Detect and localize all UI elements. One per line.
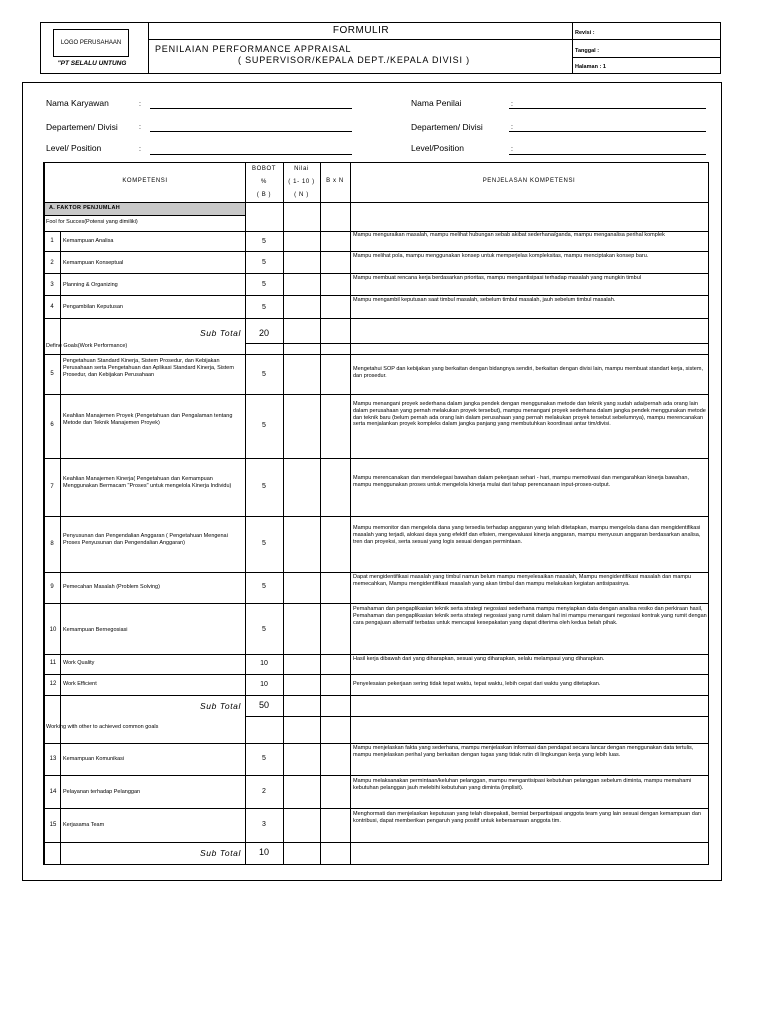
kompetensi-header: KOMPETENSI: [122, 178, 168, 184]
row-line: [44, 251, 709, 252]
competency-name: Keahlian Manajemen Proyek (Pengetahuan dan Pengalaman tentang Metode dan Teknik Manajemen Proyek): [63, 413, 233, 426]
competency-description: Mampu melaksanakan permintaan/keluhan pelanggan, mampu mengantisipasi kebutuhan pelanggan sebelum diminta, mampu memahami kebutuhan pelanggan jauh melebihi kebutuhan yang diminta (implisit).: [353, 778, 692, 791]
row-number: 3: [50, 282, 54, 288]
bobot-value: 5: [262, 540, 266, 547]
competency-description: Mampu menjelaskan fakta yang sederhana, mampu menjelaskan informasi dan pendapat secara lancar dengan menggunakan data tertulis, mampu menjelaskan perihal yang berkaitan dengan tugas yang tidak rutin di lingkungan kerja yang lebih luas.: [353, 745, 694, 758]
row-number: 5: [50, 371, 54, 377]
competency-description: Mampu menguraikan masalah, mampu melihat hubungan sebab akibat sederhana/ganda, mampu menganalisa perihal komplek: [353, 232, 665, 238]
competency-description: Mampu melihat pola, mampu menggunakan konsep untuk memperjelas kompleksitas, mampu menciptakan konsep baru.: [353, 253, 649, 259]
bobot-value: 5: [262, 371, 266, 378]
competency-description: Mampu membuat rencana kerja berdasarkan prioritas, mampu mengantisipasi terhadap masalah yang mungkin timbul: [353, 275, 641, 281]
row-number: 4: [50, 304, 54, 310]
group-work-performance: Define Goals(Work Performance): [46, 343, 128, 349]
row-number: 6: [50, 422, 54, 428]
row-number: 12: [49, 681, 57, 687]
header-divider-meta2: [572, 57, 721, 58]
row-line: [44, 743, 709, 744]
competency-name: Pengetahuan Standard Kinerja, Sistem Prosedur, dan Kebijakan Perusahaan serta Pengetahuan dan Aplikasi Standard Kinerja, Sistem Prosedur, dan Kebijakan Perusahaan: [63, 358, 234, 378]
colon: :: [139, 146, 141, 153]
form-type: FORMULIR: [332, 25, 390, 36]
competency-description: Mampu memonitor dan mengelola dana yang tersedia terhadap anggaran yang telah ditetapkan, mampu mengelola dana dan mengidentifikasi masalah yang terjadi, alokasi daya yang efektif dan efisien, mengevaluasi kinerja anggaran, mampu menyusun anggaran berdasarkan analisa, tren dan proyeksi, serta sesuai yang logis sesuai dengan permintaan.: [353, 525, 701, 545]
competency-name: Kemampuan Komunikasi: [63, 756, 125, 762]
bobot-value: 5: [262, 422, 266, 429]
row-number: 7: [50, 484, 54, 490]
logo-text: LOGO PERUSAHAAN: [60, 40, 122, 46]
subtotal-value: 50: [258, 700, 269, 710]
subtotal-label: Sub Total: [200, 848, 242, 858]
penjelasan-header: PENJELASAN KOMPETENSI: [482, 178, 576, 184]
row-line: [44, 458, 709, 459]
competency-name: Work Quality: [63, 660, 95, 666]
halaman-label: Halaman : 1: [575, 64, 606, 70]
group-working-with-others: Working with other to achieved common goals: [46, 724, 159, 730]
row-line: [44, 394, 709, 395]
competency-name: Pengambilan Keputusan: [63, 304, 123, 310]
col-line: [320, 162, 321, 865]
nama-penilai-label: Nama Penilai: [411, 98, 462, 108]
competency-name: Planning & Organizing: [63, 282, 118, 288]
level-left-field[interactable]: [150, 154, 352, 155]
row-line: [44, 695, 709, 696]
row-line: [44, 318, 709, 319]
bobot-value: 5: [262, 755, 266, 762]
competency-name: Kemampuan Bernegosiasi: [63, 627, 128, 633]
header-divider-meta1: [572, 39, 721, 40]
revisi-label: Revisi :: [575, 30, 595, 36]
colon: :: [139, 124, 141, 131]
departemen-right-field[interactable]: [509, 131, 706, 132]
row-line: [44, 603, 709, 604]
bobot-value: 10: [260, 681, 268, 688]
row-line: [44, 273, 709, 274]
nilai-header-range: ( 1- 10 ): [288, 179, 315, 185]
row-line: [44, 354, 709, 355]
nilai-header-symbol: ( N ): [294, 192, 309, 198]
bobot-value: 3: [262, 821, 266, 828]
competency-name: Pelayanan terhadap Pelanggan: [63, 789, 141, 795]
nama-penilai-field[interactable]: [509, 108, 706, 109]
competency-description: Mampu menangani proyek sederhana dalam jangka pendek dengan menggunakan metode dan teknik yang sudah ada/pernah ada orang lain dalam perusahaan yang pernah melakukan proyek tersebut), mampu menangani proyek sederhana dalam jangka pendek menggunakan metode dan teknik baru (belum pernah ada orang lain dalam perusahaan yang pernah melakukan proyek tersebut sebelumnya), mampu merencanakan serta menjalankan proyek kompleks dalam jangka panjang yang membutuhkan koordinasi antar tim/divisi.: [353, 401, 706, 428]
col-line: [350, 162, 351, 865]
bobot-value: 5: [262, 304, 266, 311]
nama-karyawan-field[interactable]: [150, 108, 352, 109]
bobot-value: 5: [262, 626, 266, 633]
header-divider-formulir: [148, 39, 572, 40]
competency-name: Kemampuan Analisa: [63, 238, 114, 244]
row-number: 2: [50, 260, 54, 266]
departemen-left-label: Departemen/ Divisi: [46, 122, 118, 132]
row-line: [44, 808, 709, 809]
header-divider-left: [148, 22, 149, 74]
row-number: 1: [50, 238, 54, 244]
competency-description: Menghormati dan menjelaskan keputusan yang telah disepakati, berniat berpartisipasi anggota team yang lain sesuai dengan kemampuan dan kontribusi, dapat memberikan pengaruh yang positif untuk kebersamaan anggota tim.: [353, 811, 701, 824]
competency-description: Mengetahui SOP dan kebijakan yang berkaitan dengan bidangnya sendiri, berkaitan dengan divisi lain, mampu membuat standart kerja, sistem, dan prosedur.: [353, 366, 703, 379]
nilai-header: Nilai: [294, 166, 309, 172]
colon: :: [511, 124, 513, 131]
row-number: 14: [49, 789, 57, 795]
header-divider-right: [572, 22, 573, 74]
row-line: [44, 775, 709, 776]
subtotal-value: 20: [258, 328, 269, 338]
row-line: [44, 202, 709, 203]
colon: :: [511, 101, 513, 108]
subtotal-label: Sub Total: [200, 701, 242, 711]
tanggal-label: Tanggal :: [575, 48, 600, 54]
section-a-title: A. FAKTOR PENJUMLAH: [49, 205, 120, 211]
competency-name: Pemecahan Masalah (Problem Solving): [63, 584, 160, 590]
level-right-field[interactable]: [509, 154, 706, 155]
subtotal-label: Sub Total: [200, 328, 242, 338]
col-line: [60, 231, 61, 865]
row-line: [44, 215, 245, 216]
departemen-left-field[interactable]: [150, 131, 352, 132]
form-subtitle: ( SUPERVISOR/KEPALA DEPT./KEPALA DIVISI ): [238, 55, 470, 65]
bobot-value: 5: [262, 483, 266, 490]
competency-description: Hasil kerja dibawah dari yang diharapkan, sesuai yang diharapkan, selalu melampaui yang diharapkan.: [353, 656, 605, 662]
competency-description: Mampu mengambil keputusan saat timbul masalah, sebelum timbul masalah, jauh sebelum timbul masalah.: [353, 297, 616, 303]
row-line: [44, 842, 709, 843]
row-line: [44, 674, 709, 675]
row-number: 9: [50, 584, 54, 590]
group-potensi: Fool for Succes(Potensi yang dimiliki): [46, 219, 138, 225]
row-line: [44, 654, 709, 655]
bxn-header: B x N: [326, 178, 344, 184]
competency-name: Penyusunan dan Pengendalian Anggaran ( Pengetahuan Mengenai Proses Penyusunan dan Pengendalian Anggaran): [63, 533, 228, 546]
row-number: 15: [49, 822, 57, 828]
bobot-header: BOBOT: [251, 166, 276, 172]
nama-karyawan-label: Nama Karyawan: [46, 98, 109, 108]
competency-description: Mampu merencanakan dan mendelegasi bawahan dalam pekerjaan sehari - hari, mampu memotivasi dan mengarahkan kinerja bawahan, mampu menggunakan proses untuk mengelola kinerja mulai dari tahap perencanaan input-proses-output.: [353, 475, 689, 488]
company-logo: [53, 29, 129, 57]
level-right-label: Level/Position: [411, 143, 464, 153]
col-line: [283, 162, 284, 865]
form-title: PENILAIAN PERFORMANCE APPRAISAL: [155, 44, 352, 54]
row-number: 8: [50, 541, 54, 547]
competency-name: Work Efficient: [63, 681, 97, 687]
bobot-value: 5: [262, 281, 266, 288]
bobot-value: 10: [260, 660, 268, 667]
row-line: [44, 295, 709, 296]
bobot-value: 5: [262, 583, 266, 590]
competency-description: Pemahaman dan pengaplikasian teknik serta strategi negosiasi sederhana mampu menyiapkan data dengan analisa resiko dan perkiraan hasil, Pemahaman dan pengaplikasian teknik serta strategi negosiasi yang rumit dalam hal ini mampu menangani negosiasi kontrak yang rumit dengan cara pengajuan alternatif terbatas untuk mencapai kesepakatan yang dapat diterima oleh kedua belah pihak.: [353, 606, 707, 626]
subtotal-value: 10: [258, 847, 269, 857]
col-line: [44, 162, 45, 865]
row-line: [245, 716, 709, 717]
competency-name: Kerjasama Team: [63, 822, 105, 828]
colon: :: [139, 101, 141, 108]
departemen-right-label: Departemen/ Divisi: [411, 122, 483, 132]
row-number: 13: [49, 756, 57, 762]
row-line: [245, 343, 709, 344]
row-number: 10: [49, 627, 57, 633]
company-name: "PT SELALU UNTUNG: [57, 60, 127, 67]
bobot-value: 2: [262, 788, 266, 795]
competency-name: Kemampuan Konseptual: [63, 260, 124, 266]
bobot-value: 5: [262, 238, 266, 245]
colon: :: [511, 146, 513, 153]
competency-name: Keahlian Manajemen Kinerja( Pengetahuan dan Kemampuan Menggunakan Bermacam "Proses" untuk mengelola Kinerja Individu): [63, 476, 232, 489]
bobot-header-symbol: ( B ): [256, 192, 272, 198]
level-left-label: Level/ Position: [46, 143, 102, 153]
bobot-value: 5: [262, 259, 266, 266]
competency-description: Penyelesaian pekerjaan sering tidak tepat waktu, tepat waktu, lebih cepat dari waktu yang ditetapkan.: [353, 681, 601, 687]
row-number: 11: [49, 660, 57, 666]
row-line: [44, 516, 709, 517]
row-line: [44, 572, 709, 573]
bobot-header-unit: %: [261, 179, 267, 185]
competency-description: Dapat mengidentifikasi masalah yang timbul namun belum mampu menyelesaikan masalah, Mampu mengidentifikasi masalah dan mampu memecahkan, Mampu mengidentifikasi masalah yang akan timbul dan mampu melakukan kegiatan antisipasinya.: [353, 574, 692, 587]
